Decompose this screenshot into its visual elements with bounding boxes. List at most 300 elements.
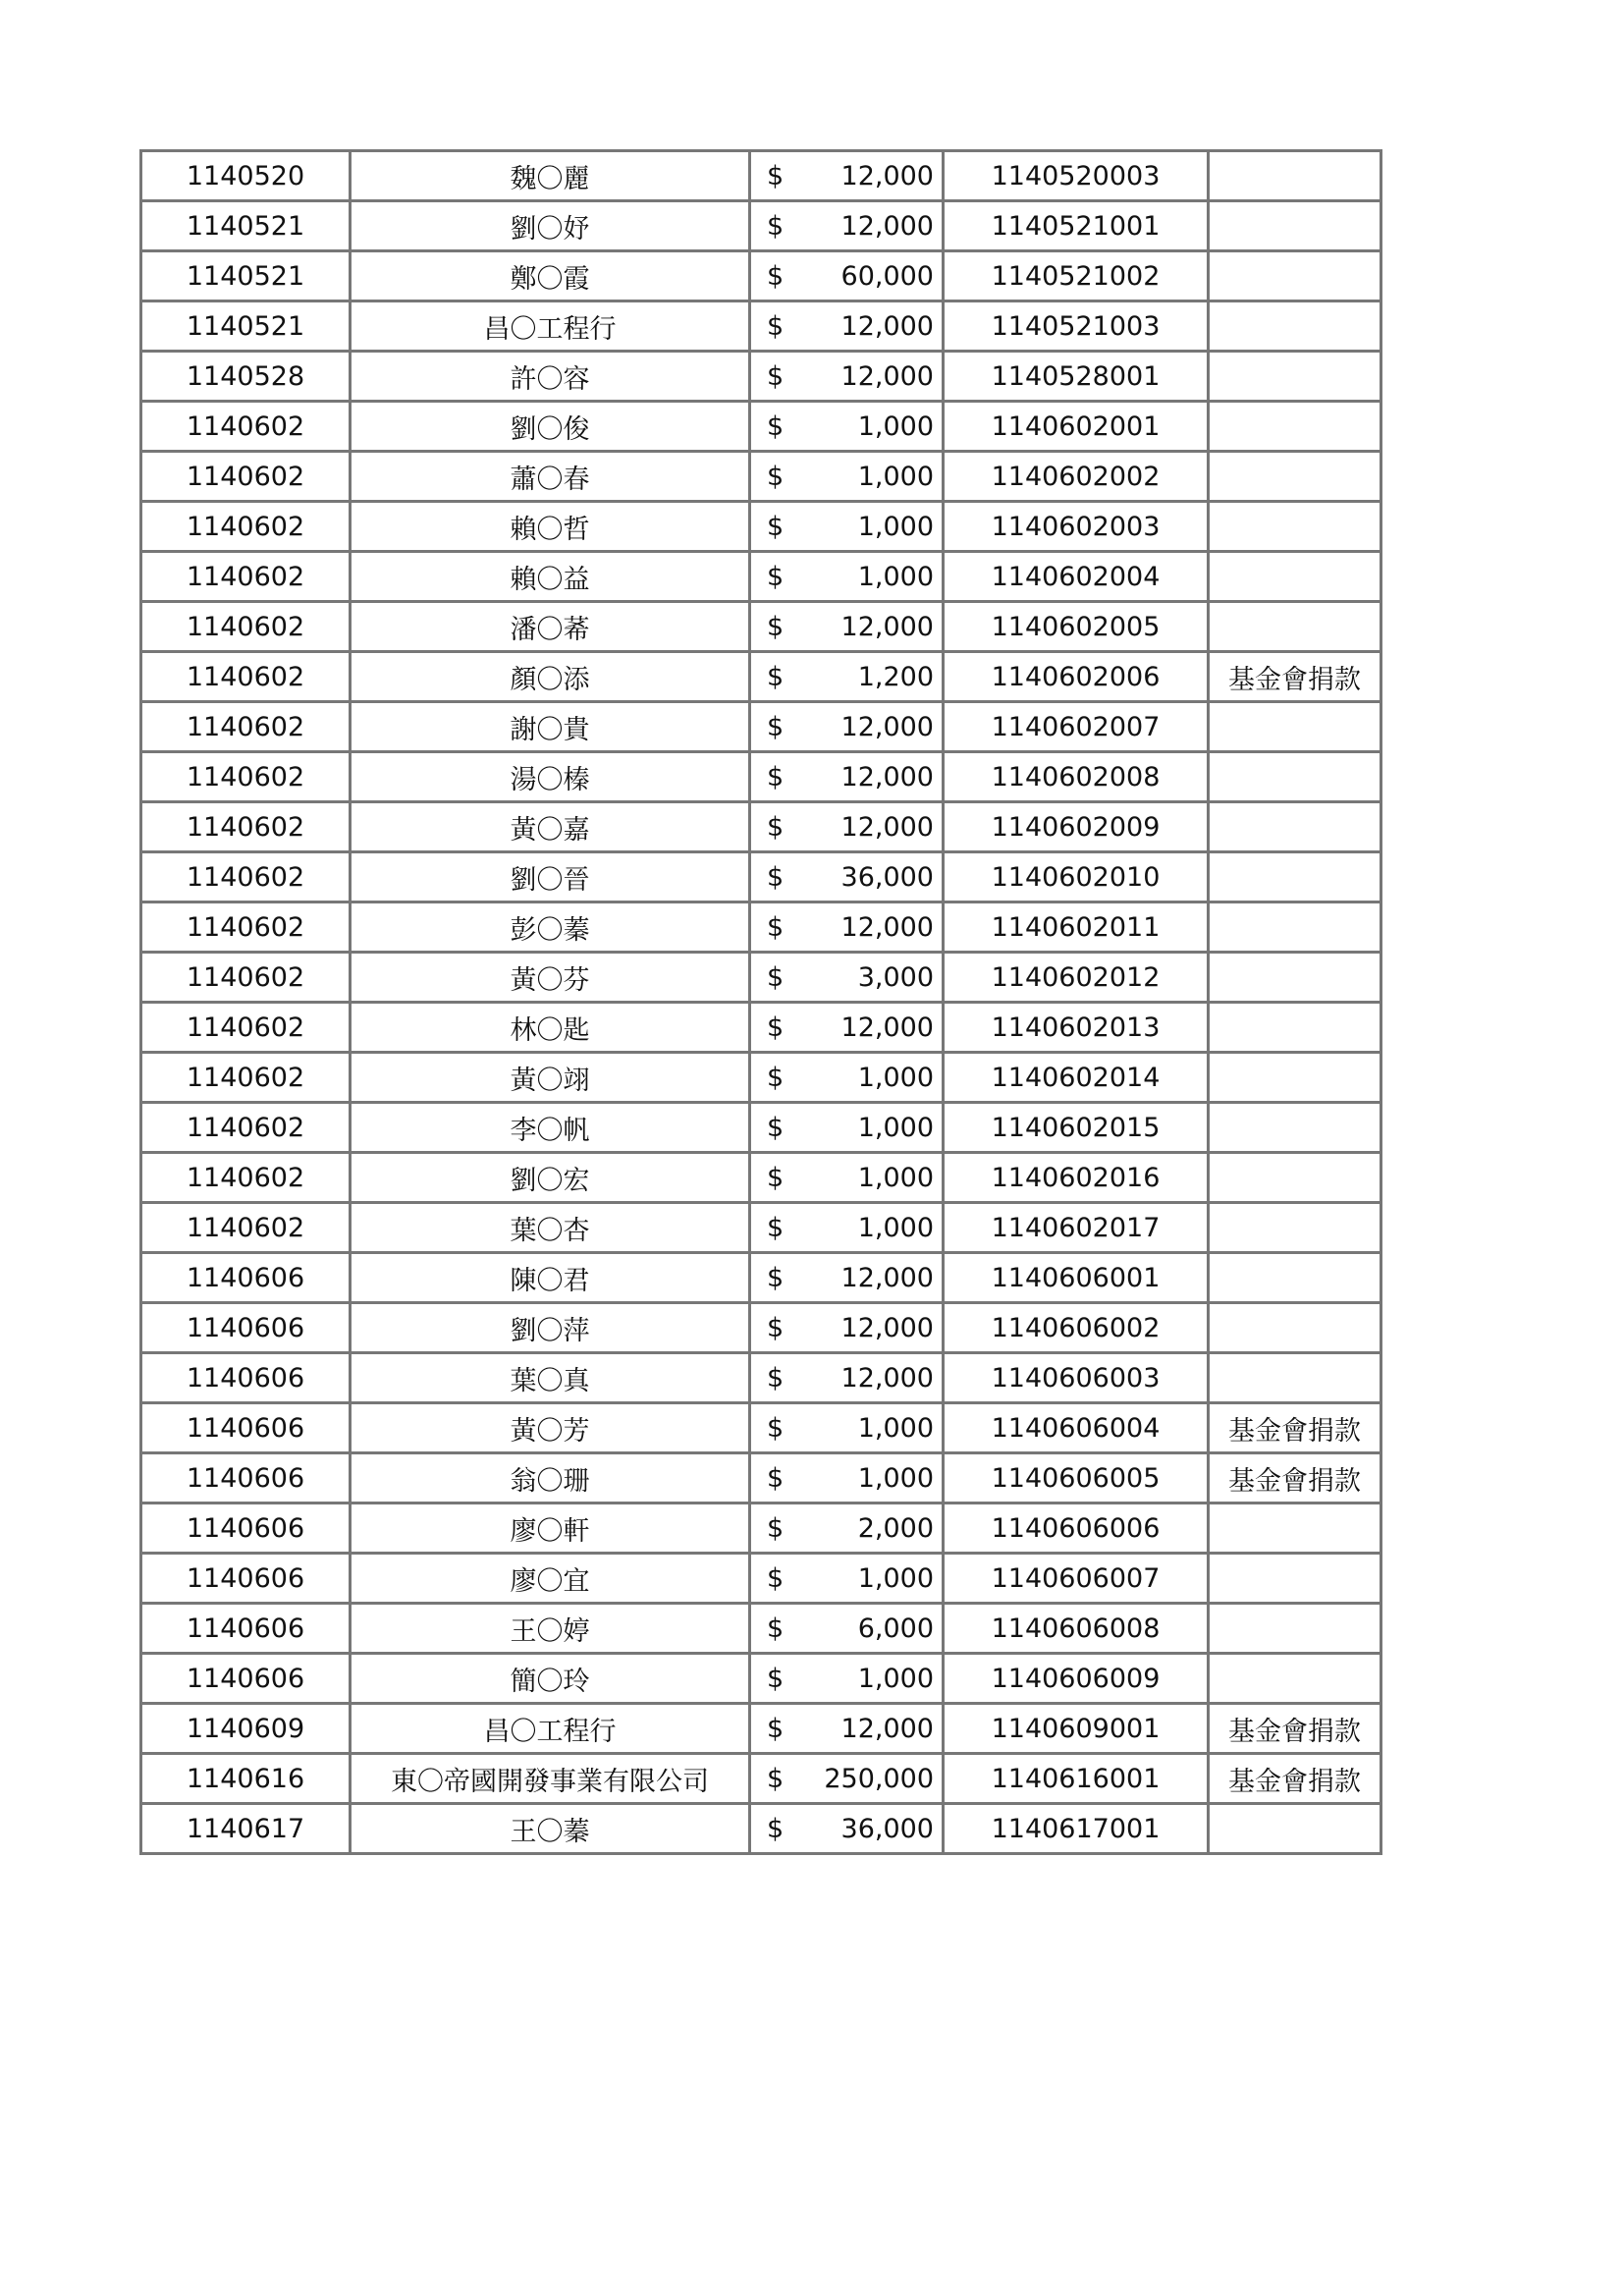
amount-cell <box>750 1403 944 1453</box>
donor-name-cell: 顏〇添 <box>351 652 750 702</box>
note-cell <box>1209 402 1381 452</box>
date-cell: 1140609 <box>141 1704 351 1754</box>
receipt-number-cell: 1140606008 <box>944 1604 1209 1654</box>
amount-cell <box>750 301 944 352</box>
table-row <box>141 752 1381 802</box>
note-cell <box>1209 953 1381 1003</box>
amount-cell <box>750 1604 944 1654</box>
amount-cell <box>750 1704 944 1754</box>
receipt-number-cell: 1140520003 <box>944 151 1209 201</box>
note-cell <box>1209 1554 1381 1604</box>
date-cell: 1140521 <box>141 301 351 352</box>
amount-value: 12,000 <box>840 1713 934 1744</box>
amount-wrapper <box>751 1063 942 1093</box>
table-row <box>141 352 1381 402</box>
amount-cell <box>750 1554 944 1604</box>
amount-value: 250,000 <box>824 1763 934 1794</box>
donation-table-container <box>139 149 1382 1855</box>
note-cell <box>1209 852 1381 902</box>
table-row <box>141 502 1381 552</box>
donor-name-cell: 簡〇玲 <box>351 1654 750 1704</box>
amount-wrapper <box>751 612 942 642</box>
date-cell: 1140602 <box>141 752 351 802</box>
date-cell: 1140602 <box>141 652 351 702</box>
table-row <box>141 1453 1381 1503</box>
donor-name-cell: 廖〇宜 <box>351 1554 750 1604</box>
date-cell: 1140606 <box>141 1253 351 1303</box>
amount-cell <box>750 702 944 752</box>
currency-symbol: $ <box>767 1462 785 1494</box>
amount-value: 1,000 <box>857 1412 934 1444</box>
table-row <box>141 1804 1381 1854</box>
note-cell <box>1209 452 1381 502</box>
amount-value: 60,000 <box>840 260 934 292</box>
amount-cell <box>750 1303 944 1353</box>
amount-value: 1,000 <box>857 511 934 542</box>
date-cell: 1140606 <box>141 1554 351 1604</box>
date-cell: 1140602 <box>141 902 351 953</box>
receipt-number-cell: 1140617001 <box>944 1804 1209 1854</box>
date-cell: 1140602 <box>141 402 351 452</box>
currency-symbol: $ <box>767 711 785 742</box>
donor-name-cell: 昌〇工程行 <box>351 301 750 352</box>
amount-cell <box>750 452 944 502</box>
donor-name-cell: 劉〇妤 <box>351 201 750 251</box>
amount-wrapper <box>751 1814 942 1844</box>
donor-name-cell: 葉〇真 <box>351 1353 750 1403</box>
amount-wrapper <box>751 1213 942 1243</box>
receipt-number-cell: 1140606001 <box>944 1253 1209 1303</box>
amount-cell <box>750 151 944 201</box>
table-row <box>141 452 1381 502</box>
currency-symbol: $ <box>767 1562 785 1594</box>
currency-symbol: $ <box>767 1813 785 1844</box>
amount-wrapper <box>751 1363 942 1394</box>
receipt-number-cell: 1140521002 <box>944 251 1209 301</box>
amount-cell <box>750 352 944 402</box>
amount-wrapper <box>751 1012 942 1043</box>
amount-wrapper <box>751 512 942 542</box>
note-cell <box>1209 1654 1381 1704</box>
donor-name-cell: 林〇匙 <box>351 1003 750 1053</box>
date-cell: 1140606 <box>141 1303 351 1353</box>
table-row <box>141 301 1381 352</box>
donation-table-body <box>141 151 1381 1854</box>
currency-symbol: $ <box>767 360 785 392</box>
receipt-number-cell: 1140602016 <box>944 1153 1209 1203</box>
table-row <box>141 1203 1381 1253</box>
amount-value: 12,000 <box>840 811 934 843</box>
amount-wrapper <box>751 1563 942 1594</box>
receipt-number-cell: 1140609001 <box>944 1704 1209 1754</box>
table-row <box>141 702 1381 752</box>
amount-wrapper <box>751 662 942 692</box>
table-row <box>141 1053 1381 1103</box>
donor-name-cell: 王〇蓁 <box>351 1804 750 1854</box>
amount-value: 12,000 <box>840 160 934 191</box>
table-row <box>141 1704 1381 1754</box>
receipt-number-cell: 1140602003 <box>944 502 1209 552</box>
amount-cell <box>750 852 944 902</box>
amount-value: 12,000 <box>840 1011 934 1043</box>
date-cell: 1140602 <box>141 953 351 1003</box>
date-cell: 1140602 <box>141 1153 351 1203</box>
amount-wrapper <box>751 1664 942 1694</box>
date-cell: 1140602 <box>141 1003 351 1053</box>
receipt-number-cell: 1140606004 <box>944 1403 1209 1453</box>
receipt-number-cell: 1140606005 <box>944 1453 1209 1503</box>
note-cell <box>1209 1053 1381 1103</box>
amount-cell <box>750 1453 944 1503</box>
amount-cell <box>750 502 944 552</box>
note-cell <box>1209 1503 1381 1554</box>
amount-value: 2,000 <box>857 1512 934 1544</box>
receipt-number-cell: 1140602007 <box>944 702 1209 752</box>
amount-cell <box>750 402 944 452</box>
amount-cell <box>750 652 944 702</box>
amount-value: 36,000 <box>840 1813 934 1844</box>
note-cell <box>1209 201 1381 251</box>
amount-value: 12,000 <box>840 761 934 793</box>
currency-symbol: $ <box>767 961 785 993</box>
donor-name-cell: 翁〇珊 <box>351 1453 750 1503</box>
note-cell <box>1209 702 1381 752</box>
currency-symbol: $ <box>767 861 785 893</box>
currency-symbol: $ <box>767 210 785 242</box>
amount-cell <box>750 1103 944 1153</box>
donor-name-cell: 湯〇榛 <box>351 752 750 802</box>
amount-wrapper <box>751 161 942 191</box>
amount-wrapper <box>751 562 942 592</box>
amount-value: 1,000 <box>857 410 934 442</box>
table-row <box>141 151 1381 201</box>
amount-wrapper <box>751 1613 942 1644</box>
receipt-number-cell: 1140606007 <box>944 1554 1209 1604</box>
table-row <box>141 852 1381 902</box>
receipt-number-cell: 1140602008 <box>944 752 1209 802</box>
note-cell: 基金會捐款 <box>1209 1704 1381 1754</box>
receipt-number-cell: 1140521001 <box>944 201 1209 251</box>
amount-value: 1,000 <box>857 1212 934 1243</box>
table-row <box>141 1103 1381 1153</box>
donor-name-cell: 賴〇益 <box>351 552 750 602</box>
receipt-number-cell: 1140602009 <box>944 802 1209 852</box>
note-cell <box>1209 352 1381 402</box>
currency-symbol: $ <box>767 911 785 943</box>
amount-wrapper <box>751 1513 942 1544</box>
donor-name-cell: 黃〇芬 <box>351 953 750 1003</box>
date-cell: 1140606 <box>141 1403 351 1453</box>
donor-name-cell: 鄭〇霞 <box>351 251 750 301</box>
amount-cell <box>750 953 944 1003</box>
donor-name-cell: 黃〇嘉 <box>351 802 750 852</box>
amount-value: 12,000 <box>840 360 934 392</box>
note-cell <box>1209 151 1381 201</box>
currency-symbol: $ <box>767 1212 785 1243</box>
note-cell <box>1209 1303 1381 1353</box>
donor-name-cell: 東〇帝國開發事業有限公司 <box>351 1754 750 1804</box>
currency-symbol: $ <box>767 661 785 692</box>
date-cell: 1140602 <box>141 552 351 602</box>
amount-value: 12,000 <box>840 1362 934 1394</box>
amount-cell <box>750 251 944 301</box>
note-cell: 基金會捐款 <box>1209 1453 1381 1503</box>
currency-symbol: $ <box>767 1312 785 1343</box>
receipt-number-cell: 1140606006 <box>944 1503 1209 1554</box>
receipt-number-cell: 1140602017 <box>944 1203 1209 1253</box>
date-cell: 1140606 <box>141 1654 351 1704</box>
donor-name-cell: 蕭〇春 <box>351 452 750 502</box>
currency-symbol: $ <box>767 1512 785 1544</box>
note-cell: 基金會捐款 <box>1209 652 1381 702</box>
date-cell: 1140617 <box>141 1804 351 1854</box>
note-cell <box>1209 1253 1381 1303</box>
table-row <box>141 1153 1381 1203</box>
currency-symbol: $ <box>767 1713 785 1744</box>
currency-symbol: $ <box>767 461 785 492</box>
note-cell <box>1209 502 1381 552</box>
table-row <box>141 1403 1381 1453</box>
currency-symbol: $ <box>767 811 785 843</box>
receipt-number-cell: 1140602002 <box>944 452 1209 502</box>
date-cell: 1140606 <box>141 1604 351 1654</box>
currency-symbol: $ <box>767 761 785 793</box>
amount-wrapper <box>751 1263 942 1293</box>
table-row <box>141 1303 1381 1353</box>
donor-name-cell: 陳〇君 <box>351 1253 750 1303</box>
donor-name-cell: 賴〇哲 <box>351 502 750 552</box>
receipt-number-cell: 1140602004 <box>944 552 1209 602</box>
amount-cell <box>750 902 944 953</box>
note-cell <box>1209 1804 1381 1854</box>
receipt-number-cell: 1140602015 <box>944 1103 1209 1153</box>
amount-wrapper <box>751 411 942 442</box>
note-cell <box>1209 1604 1381 1654</box>
date-cell: 1140602 <box>141 702 351 752</box>
note-cell <box>1209 301 1381 352</box>
currency-symbol: $ <box>767 1663 785 1694</box>
receipt-number-cell: 1140602014 <box>944 1053 1209 1103</box>
amount-value: 1,000 <box>857 1112 934 1143</box>
receipt-number-cell: 1140602010 <box>944 852 1209 902</box>
amount-cell <box>750 602 944 652</box>
amount-cell <box>750 1253 944 1303</box>
amount-cell <box>750 1153 944 1203</box>
note-cell <box>1209 1103 1381 1153</box>
donor-name-cell: 劉〇俊 <box>351 402 750 452</box>
date-cell: 1140606 <box>141 1453 351 1503</box>
donor-name-cell: 王〇婷 <box>351 1604 750 1654</box>
date-cell: 1140521 <box>141 201 351 251</box>
amount-wrapper <box>751 462 942 492</box>
table-row <box>141 1754 1381 1804</box>
currency-symbol: $ <box>767 561 785 592</box>
date-cell: 1140606 <box>141 1353 351 1403</box>
receipt-number-cell: 1140602012 <box>944 953 1209 1003</box>
currency-symbol: $ <box>767 1613 785 1644</box>
amount-wrapper <box>751 812 942 843</box>
amount-value: 12,000 <box>840 1262 934 1293</box>
date-cell: 1140602 <box>141 602 351 652</box>
receipt-number-cell: 1140602001 <box>944 402 1209 452</box>
currency-symbol: $ <box>767 611 785 642</box>
currency-symbol: $ <box>767 1362 785 1394</box>
receipt-number-cell: 1140521003 <box>944 301 1209 352</box>
currency-symbol: $ <box>767 1162 785 1193</box>
date-cell: 1140521 <box>141 251 351 301</box>
donor-name-cell: 黃〇翊 <box>351 1053 750 1103</box>
date-cell: 1140528 <box>141 352 351 402</box>
amount-value: 1,200 <box>857 661 934 692</box>
note-cell: 基金會捐款 <box>1209 1754 1381 1804</box>
donor-name-cell: 彭〇蓁 <box>351 902 750 953</box>
amount-value: 12,000 <box>840 611 934 642</box>
donor-name-cell: 劉〇宏 <box>351 1153 750 1203</box>
table-row <box>141 1253 1381 1303</box>
receipt-number-cell: 1140606009 <box>944 1654 1209 1704</box>
date-cell: 1140602 <box>141 452 351 502</box>
currency-symbol: $ <box>767 310 785 342</box>
note-cell <box>1209 1203 1381 1253</box>
amount-value: 1,000 <box>857 1062 934 1093</box>
receipt-number-cell: 1140606003 <box>944 1353 1209 1403</box>
amount-wrapper <box>751 261 942 292</box>
note-cell: 基金會捐款 <box>1209 1403 1381 1453</box>
amount-wrapper <box>751 1463 942 1494</box>
receipt-number-cell: 1140528001 <box>944 352 1209 402</box>
receipt-number-cell: 1140602011 <box>944 902 1209 953</box>
amount-cell <box>750 1804 944 1854</box>
amount-wrapper <box>751 1163 942 1193</box>
table-row <box>141 1003 1381 1053</box>
donor-name-cell: 廖〇軒 <box>351 1503 750 1554</box>
table-row <box>141 953 1381 1003</box>
currency-symbol: $ <box>767 1763 785 1794</box>
amount-value: 12,000 <box>840 210 934 242</box>
amount-value: 1,000 <box>857 1462 934 1494</box>
amount-value: 3,000 <box>857 961 934 993</box>
table-row <box>141 1353 1381 1403</box>
currency-symbol: $ <box>767 1262 785 1293</box>
amount-cell <box>750 802 944 852</box>
amount-value: 36,000 <box>840 861 934 893</box>
amount-value: 1,000 <box>857 1663 934 1694</box>
amount-wrapper <box>751 1764 942 1794</box>
amount-cell <box>750 1053 944 1103</box>
donor-name-cell: 李〇帆 <box>351 1103 750 1153</box>
date-cell: 1140602 <box>141 802 351 852</box>
amount-value: 6,000 <box>857 1613 934 1644</box>
amount-cell <box>750 1503 944 1554</box>
table-row <box>141 1554 1381 1604</box>
table-row <box>141 602 1381 652</box>
table-row <box>141 1654 1381 1704</box>
receipt-number-cell: 1140602013 <box>944 1003 1209 1053</box>
date-cell: 1140602 <box>141 1103 351 1153</box>
amount-value: 12,000 <box>840 711 934 742</box>
amount-value: 12,000 <box>840 1312 934 1343</box>
note-cell <box>1209 802 1381 852</box>
amount-wrapper <box>751 712 942 742</box>
table-row <box>141 802 1381 852</box>
donor-name-cell: 劉〇萍 <box>351 1303 750 1353</box>
amount-wrapper <box>751 1113 942 1143</box>
amount-cell <box>750 201 944 251</box>
amount-value: 1,000 <box>857 561 934 592</box>
table-row <box>141 1503 1381 1554</box>
amount-wrapper <box>751 311 942 342</box>
receipt-number-cell: 1140602006 <box>944 652 1209 702</box>
amount-cell <box>750 552 944 602</box>
amount-value: 1,000 <box>857 461 934 492</box>
note-cell <box>1209 251 1381 301</box>
donor-name-cell: 謝〇貴 <box>351 702 750 752</box>
donor-name-cell: 劉〇晉 <box>351 852 750 902</box>
donor-name-cell: 黃〇芳 <box>351 1403 750 1453</box>
amount-wrapper <box>751 912 942 943</box>
amount-wrapper <box>751 862 942 893</box>
amount-wrapper <box>751 211 942 242</box>
amount-cell <box>750 1654 944 1704</box>
note-cell <box>1209 1353 1381 1403</box>
receipt-number-cell: 1140616001 <box>944 1754 1209 1804</box>
donation-table <box>139 149 1382 1855</box>
amount-wrapper <box>751 762 942 793</box>
currency-symbol: $ <box>767 511 785 542</box>
amount-cell <box>750 1003 944 1053</box>
table-row <box>141 402 1381 452</box>
amount-wrapper <box>751 962 942 993</box>
table-row <box>141 902 1381 953</box>
currency-symbol: $ <box>767 1011 785 1043</box>
amount-cell <box>750 1754 944 1804</box>
amount-cell <box>750 752 944 802</box>
date-cell: 1140602 <box>141 852 351 902</box>
table-row <box>141 1604 1381 1654</box>
date-cell: 1140602 <box>141 1203 351 1253</box>
amount-value: 1,000 <box>857 1162 934 1193</box>
amount-cell <box>750 1203 944 1253</box>
receipt-number-cell: 1140602005 <box>944 602 1209 652</box>
donor-name-cell: 魏〇麗 <box>351 151 750 201</box>
currency-symbol: $ <box>767 1412 785 1444</box>
receipt-number-cell: 1140606002 <box>944 1303 1209 1353</box>
donor-name-cell: 昌〇工程行 <box>351 1704 750 1754</box>
date-cell: 1140616 <box>141 1754 351 1804</box>
amount-wrapper <box>751 1714 942 1744</box>
note-cell <box>1209 1003 1381 1053</box>
currency-symbol: $ <box>767 1112 785 1143</box>
date-cell: 1140602 <box>141 502 351 552</box>
amount-value: 12,000 <box>840 911 934 943</box>
currency-symbol: $ <box>767 410 785 442</box>
note-cell <box>1209 552 1381 602</box>
table-row <box>141 251 1381 301</box>
currency-symbol: $ <box>767 260 785 292</box>
table-row <box>141 652 1381 702</box>
table-row <box>141 552 1381 602</box>
donor-name-cell: 葉〇杏 <box>351 1203 750 1253</box>
amount-value: 1,000 <box>857 1562 934 1594</box>
currency-symbol: $ <box>767 160 785 191</box>
currency-symbol: $ <box>767 1062 785 1093</box>
note-cell <box>1209 1153 1381 1203</box>
amount-cell <box>750 1353 944 1403</box>
table-row <box>141 201 1381 251</box>
amount-wrapper <box>751 361 942 392</box>
note-cell <box>1209 902 1381 953</box>
note-cell <box>1209 602 1381 652</box>
